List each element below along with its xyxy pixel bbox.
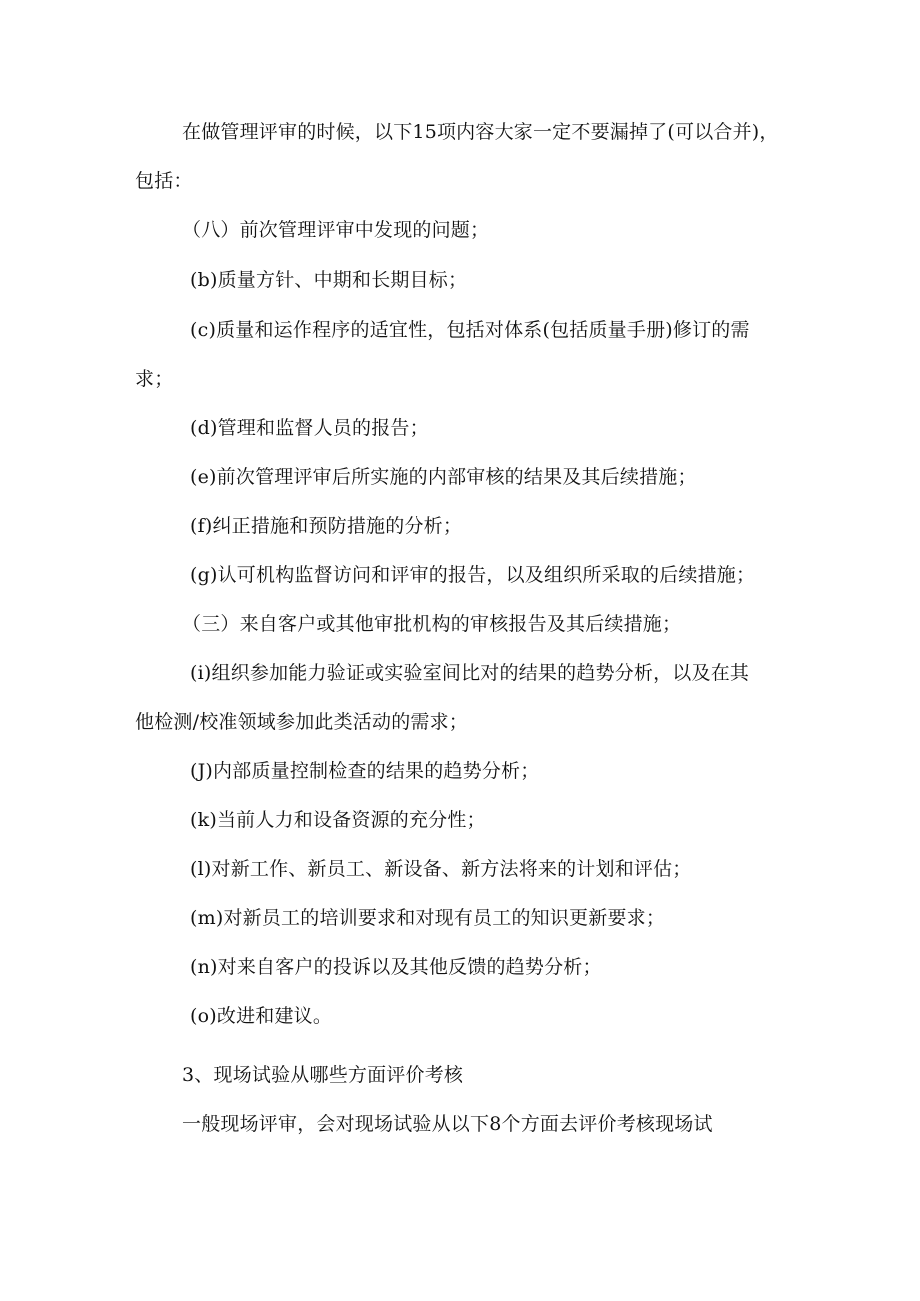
- review-item-c-line-2: 求；: [135, 368, 174, 390]
- intro-paragraph-line-2: 包括：: [135, 170, 193, 192]
- review-item-j: (J)内部质量控制检查的结果的趋势分析；: [190, 760, 540, 782]
- section-paragraph: 一般现场评审，会对现场试验从以下8个方面去评价考核现场试: [182, 1113, 713, 1135]
- review-item-e: (e)前次管理评审后所实施的内部审核的结果及其后续措施；: [190, 466, 697, 488]
- review-item-d: (d)管理和监督人员的报告；: [190, 417, 429, 439]
- review-item-g: (g)认可机构监督访问和评审的报告，以及组织所采取的后续措施；: [190, 564, 756, 586]
- review-item-m: (m)对新员工的培训要求和对现有员工的知识更新要求；: [190, 907, 666, 929]
- review-item-l: (l)对新工作、新员工、新设备、新方法将来的计划和评估；: [190, 858, 692, 880]
- review-item-b: (b)质量方针、中期和长期目标；: [190, 269, 468, 291]
- intro-paragraph-line-1: 在做管理评审的时候，以下15项内容大家一定不要漏掉了(可以合并)，: [182, 121, 779, 143]
- review-item-c-line-1: (c)质量和运作程序的适宜性，包括对体系(包括质量手册)修订的需: [190, 319, 750, 341]
- review-item-i-line-2: 他检测/校准领域参加此类活动的需求；: [135, 711, 469, 733]
- section-heading: 3、现场试验从哪些方面评价考核: [182, 1064, 464, 1086]
- review-item-f: (f)纠正措施和预防措施的分析；: [190, 515, 463, 537]
- review-item-o: (o)改进和建议。: [190, 1005, 333, 1027]
- review-item-h: （三）来自客户或其他审批机构的审核报告及其后续措施；: [182, 613, 682, 635]
- review-item-k: (k)当前人力和设备资源的充分性；: [190, 809, 486, 831]
- review-item-i-line-1: (i)组织参加能力验证或实验室间比对的结果的趋势分析，以及在其: [190, 662, 750, 684]
- review-item-a: （八）前次管理评审中发现的问题；: [182, 219, 490, 241]
- review-item-n: (n)对来自客户的投诉以及其他反馈的趋势分析；: [190, 956, 602, 978]
